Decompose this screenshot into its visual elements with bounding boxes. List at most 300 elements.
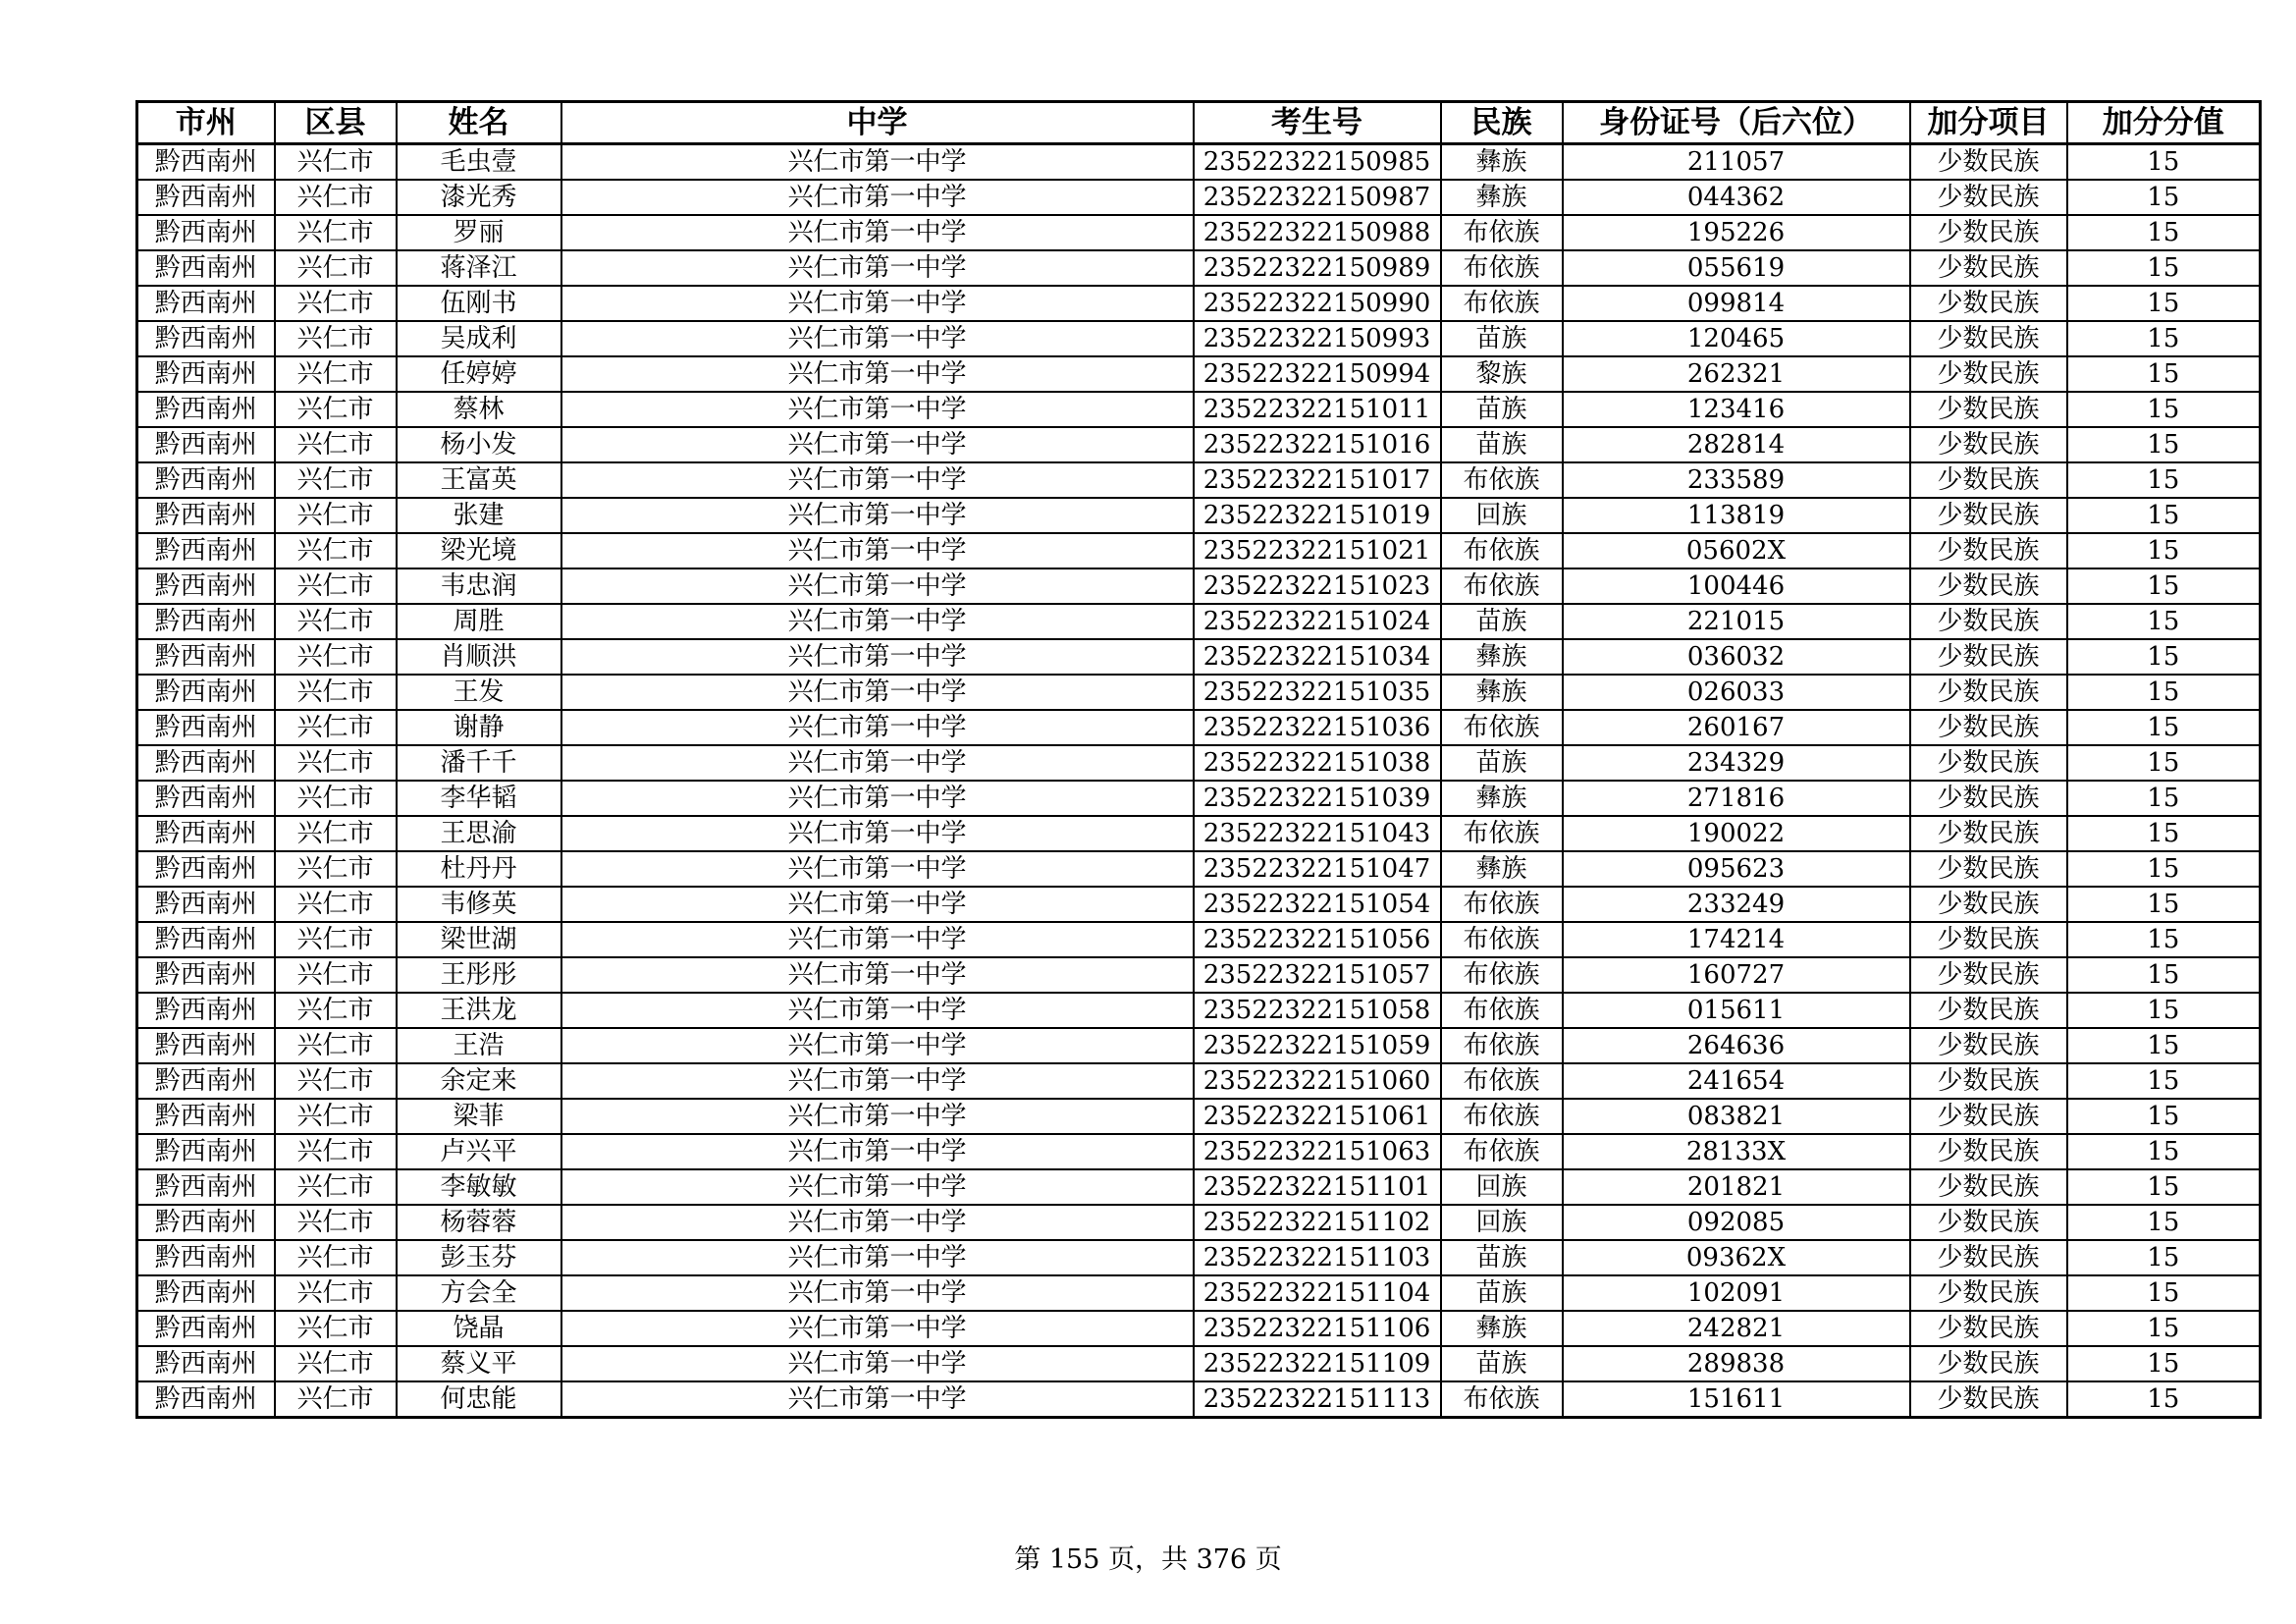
table-row (137, 887, 2261, 922)
name-cell: 罗丽 (397, 215, 561, 250)
name-cell: 任婷婷 (397, 356, 561, 392)
ethnicity-cell: 布依族 (1441, 1134, 1563, 1169)
county-cell: 兴仁市 (275, 356, 397, 392)
bonus-item-cell: 少数民族 (1910, 1311, 2067, 1346)
city-cell: 黔西南州 (137, 816, 275, 851)
city-cell: 黔西南州 (137, 710, 275, 745)
id-suffix-cell: 190022 (1563, 816, 1910, 851)
name-cell: 张建 (397, 498, 561, 533)
ethnicity-cell: 回族 (1441, 1205, 1563, 1240)
county-cell: 兴仁市 (275, 604, 397, 639)
id-suffix-cell: 083821 (1563, 1099, 1910, 1134)
name-cell: 方会全 (397, 1275, 561, 1311)
name-cell: 毛虫壹 (397, 144, 561, 181)
county-cell: 兴仁市 (275, 286, 397, 321)
table-row (137, 1028, 2261, 1063)
bonus-score-cell: 15 (2067, 250, 2261, 286)
id-suffix-cell: 092085 (1563, 1205, 1910, 1240)
bonus-score-cell: 15 (2067, 1275, 2261, 1311)
city-cell: 黔西南州 (137, 675, 275, 710)
county-cell: 兴仁市 (275, 887, 397, 922)
bonus-item-cell: 少数民族 (1910, 957, 2067, 993)
county-cell: 兴仁市 (275, 922, 397, 957)
city-cell: 黔西南州 (137, 568, 275, 604)
bonus-item-cell: 少数民族 (1910, 533, 2067, 568)
bonus-item-cell: 少数民族 (1910, 215, 2067, 250)
exam-number-cell: 23522322151034 (1194, 639, 1441, 675)
school-cell: 兴仁市第一中学 (561, 250, 1194, 286)
bonus-item-cell: 少数民族 (1910, 321, 2067, 356)
exam-number-cell: 23522322151058 (1194, 993, 1441, 1028)
bonus-score-cell: 15 (2067, 180, 2261, 215)
bonus-item-cell: 少数民族 (1910, 710, 2067, 745)
id-suffix-cell: 174214 (1563, 922, 1910, 957)
exam-number-cell: 23522322151043 (1194, 816, 1441, 851)
name-cell: 王彤彤 (397, 957, 561, 993)
table-row (137, 427, 2261, 462)
city-cell: 黔西南州 (137, 1311, 275, 1346)
bonus-item-cell: 少数民族 (1910, 1099, 2067, 1134)
name-cell: 王思渝 (397, 816, 561, 851)
ethnicity-cell: 彝族 (1441, 851, 1563, 887)
table-row (137, 462, 2261, 498)
county-cell: 兴仁市 (275, 639, 397, 675)
city-cell: 黔西南州 (137, 215, 275, 250)
ethnicity-cell: 布依族 (1441, 922, 1563, 957)
bonus-score-cell: 15 (2067, 1063, 2261, 1099)
ethnicity-cell: 布依族 (1441, 215, 1563, 250)
table-row (137, 1063, 2261, 1099)
ethnicity-cell: 布依族 (1441, 568, 1563, 604)
city-cell: 黔西南州 (137, 1099, 275, 1134)
name-cell: 潘千千 (397, 745, 561, 781)
bonus-item-cell: 少数民族 (1910, 356, 2067, 392)
id-suffix-cell: 123416 (1563, 392, 1910, 427)
table-row (137, 781, 2261, 816)
bonus-item-cell: 少数民族 (1910, 1205, 2067, 1240)
ethnicity-cell: 布依族 (1441, 710, 1563, 745)
exam-number-cell: 23522322150987 (1194, 180, 1441, 215)
city-cell: 黔西南州 (137, 993, 275, 1028)
school-cell: 兴仁市第一中学 (561, 356, 1194, 392)
ethnicity-cell: 彝族 (1441, 675, 1563, 710)
county-cell: 兴仁市 (275, 568, 397, 604)
county-cell: 兴仁市 (275, 498, 397, 533)
school-cell: 兴仁市第一中学 (561, 1205, 1194, 1240)
ethnicity-cell: 布依族 (1441, 1381, 1563, 1418)
name-cell: 韦修英 (397, 887, 561, 922)
exam-number-cell: 23522322151103 (1194, 1240, 1441, 1275)
bonus-item-cell: 少数民族 (1910, 1275, 2067, 1311)
name-cell: 杨蓉蓉 (397, 1205, 561, 1240)
county-cell: 兴仁市 (275, 816, 397, 851)
table-row (137, 993, 2261, 1028)
school-cell: 兴仁市第一中学 (561, 922, 1194, 957)
name-cell: 余定来 (397, 1063, 561, 1099)
ethnicity-cell: 布依族 (1441, 1063, 1563, 1099)
city-cell: 黔西南州 (137, 321, 275, 356)
county-cell: 兴仁市 (275, 957, 397, 993)
bonus-item-cell: 少数民族 (1910, 498, 2067, 533)
county-cell: 兴仁市 (275, 1169, 397, 1205)
id-suffix-cell: 160727 (1563, 957, 1910, 993)
city-cell: 黔西南州 (137, 462, 275, 498)
id-suffix-cell: 233589 (1563, 462, 1910, 498)
bonus-item-header: 加分项目 (1910, 102, 2067, 144)
bonus-item-cell: 少数民族 (1910, 462, 2067, 498)
county-cell: 兴仁市 (275, 851, 397, 887)
name-cell: 周胜 (397, 604, 561, 639)
ethnicity-cell: 彝族 (1441, 180, 1563, 215)
county-cell: 兴仁市 (275, 1028, 397, 1063)
bonus-score-cell: 15 (2067, 993, 2261, 1028)
table-row (137, 745, 2261, 781)
city-cell: 黔西南州 (137, 887, 275, 922)
name-cell: 杨小发 (397, 427, 561, 462)
city-cell: 黔西南州 (137, 1240, 275, 1275)
school-cell: 兴仁市第一中学 (561, 215, 1194, 250)
city-cell: 黔西南州 (137, 1134, 275, 1169)
ethnicity-header: 民族 (1441, 102, 1563, 144)
bonus-item-cell: 少数民族 (1910, 851, 2067, 887)
county-cell: 兴仁市 (275, 1346, 397, 1381)
county-header: 区县 (275, 102, 397, 144)
bonus-item-cell: 少数民族 (1910, 180, 2067, 215)
bonus-score-cell: 15 (2067, 781, 2261, 816)
school-cell: 兴仁市第一中学 (561, 745, 1194, 781)
table-row (137, 392, 2261, 427)
ethnicity-cell: 苗族 (1441, 1240, 1563, 1275)
exam-number-cell: 23522322151063 (1194, 1134, 1441, 1169)
ethnicity-cell: 彝族 (1441, 781, 1563, 816)
id-suffix-cell: 05602X (1563, 533, 1910, 568)
bonus-score-cell: 15 (2067, 675, 2261, 710)
id-suffix-cell: 241654 (1563, 1063, 1910, 1099)
admission-bonus-table (135, 100, 2262, 1419)
school-cell: 兴仁市第一中学 (561, 144, 1194, 181)
table-row (137, 675, 2261, 710)
bonus-item-cell: 少数民族 (1910, 1240, 2067, 1275)
bonus-item-cell: 少数民族 (1910, 1381, 2067, 1418)
id-suffix-cell: 264636 (1563, 1028, 1910, 1063)
bonus-score-cell: 15 (2067, 286, 2261, 321)
exam-number-cell: 23522322151017 (1194, 462, 1441, 498)
exam-number-cell: 23522322151054 (1194, 887, 1441, 922)
table-row (137, 568, 2261, 604)
id-suffix-cell: 233249 (1563, 887, 1910, 922)
school-cell: 兴仁市第一中学 (561, 498, 1194, 533)
table-row (137, 321, 2261, 356)
exam-number-cell: 23522322151011 (1194, 392, 1441, 427)
bonus-score-cell: 15 (2067, 1311, 2261, 1346)
name-cell: 杜丹丹 (397, 851, 561, 887)
county-cell: 兴仁市 (275, 321, 397, 356)
exam-number-cell: 23522322151023 (1194, 568, 1441, 604)
id-suffix-cell: 09362X (1563, 1240, 1910, 1275)
city-cell: 黔西南州 (137, 1028, 275, 1063)
exam-number-cell: 23522322151113 (1194, 1381, 1441, 1418)
county-cell: 兴仁市 (275, 745, 397, 781)
id-suffix-cell: 262321 (1563, 356, 1910, 392)
name-cell: 韦忠润 (397, 568, 561, 604)
id-suffix-cell: 271816 (1563, 781, 1910, 816)
bonus-score-cell: 15 (2067, 1205, 2261, 1240)
exam-number-cell: 23522322151059 (1194, 1028, 1441, 1063)
id-suffix-cell: 151611 (1563, 1381, 1910, 1418)
exam-number-cell: 23522322151057 (1194, 957, 1441, 993)
city-cell: 黔西南州 (137, 180, 275, 215)
table-row (137, 356, 2261, 392)
table-row (137, 1134, 2261, 1169)
bonus-score-cell: 15 (2067, 1346, 2261, 1381)
city-cell: 黔西南州 (137, 745, 275, 781)
table-row (137, 286, 2261, 321)
county-cell: 兴仁市 (275, 675, 397, 710)
school-cell: 兴仁市第一中学 (561, 781, 1194, 816)
bonus-score-cell: 15 (2067, 1169, 2261, 1205)
name-cell: 吴成利 (397, 321, 561, 356)
id-suffix-cell: 044362 (1563, 180, 1910, 215)
id-suffix-cell: 036032 (1563, 639, 1910, 675)
bonus-item-cell: 少数民族 (1910, 781, 2067, 816)
exam-number-cell: 23522322151024 (1194, 604, 1441, 639)
name-cell: 谢静 (397, 710, 561, 745)
table-body (137, 144, 2261, 1418)
bonus-score-cell: 15 (2067, 568, 2261, 604)
exam-number-cell: 23522322151047 (1194, 851, 1441, 887)
exam-number-cell: 23522322150994 (1194, 356, 1441, 392)
name-cell: 蒋泽江 (397, 250, 561, 286)
school-cell: 兴仁市第一中学 (561, 710, 1194, 745)
name-cell: 梁光境 (397, 533, 561, 568)
exam-number-cell: 23522322151106 (1194, 1311, 1441, 1346)
bonus-score-cell: 15 (2067, 144, 2261, 181)
bonus-item-cell: 少数民族 (1910, 568, 2067, 604)
city-cell: 黔西南州 (137, 286, 275, 321)
table-row (137, 957, 2261, 993)
id-suffix-cell: 289838 (1563, 1346, 1910, 1381)
city-cell: 黔西南州 (137, 427, 275, 462)
ethnicity-cell: 布依族 (1441, 462, 1563, 498)
county-cell: 兴仁市 (275, 781, 397, 816)
ethnicity-cell: 彝族 (1441, 639, 1563, 675)
bonus-score-cell: 15 (2067, 745, 2261, 781)
county-cell: 兴仁市 (275, 1205, 397, 1240)
id-suffix-cell: 282814 (1563, 427, 1910, 462)
bonus-item-cell: 少数民族 (1910, 887, 2067, 922)
name-cell: 王浩 (397, 1028, 561, 1063)
name-header: 姓名 (397, 102, 561, 144)
bonus-score-cell: 15 (2067, 1099, 2261, 1134)
school-cell: 兴仁市第一中学 (561, 1240, 1194, 1275)
id-suffix-cell: 102091 (1563, 1275, 1910, 1311)
city-cell: 黔西南州 (137, 1063, 275, 1099)
table-row (137, 1381, 2261, 1418)
ethnicity-cell: 布依族 (1441, 286, 1563, 321)
bonus-score-cell: 15 (2067, 356, 2261, 392)
ethnicity-cell: 回族 (1441, 498, 1563, 533)
exam-number-cell: 23522322151061 (1194, 1099, 1441, 1134)
city-cell: 黔西南州 (137, 144, 275, 181)
school-cell: 兴仁市第一中学 (561, 1275, 1194, 1311)
bonus-score-cell: 15 (2067, 710, 2261, 745)
city-header: 市州 (137, 102, 275, 144)
bonus-score-cell: 15 (2067, 639, 2261, 675)
ethnicity-cell: 彝族 (1441, 144, 1563, 181)
city-cell: 黔西南州 (137, 851, 275, 887)
city-cell: 黔西南州 (137, 498, 275, 533)
table-row (137, 1205, 2261, 1240)
id-suffix-cell: 195226 (1563, 215, 1910, 250)
school-cell: 兴仁市第一中学 (561, 957, 1194, 993)
school-cell: 兴仁市第一中学 (561, 639, 1194, 675)
school-cell: 兴仁市第一中学 (561, 1346, 1194, 1381)
bonus-score-cell: 15 (2067, 887, 2261, 922)
id-suffix-cell: 242821 (1563, 1311, 1910, 1346)
ethnicity-cell: 苗族 (1441, 321, 1563, 356)
exam-number-cell: 23522322151039 (1194, 781, 1441, 816)
bonus-score-cell: 15 (2067, 851, 2261, 887)
table-row (137, 215, 2261, 250)
county-cell: 兴仁市 (275, 993, 397, 1028)
bonus-score-cell: 15 (2067, 427, 2261, 462)
ethnicity-cell: 布依族 (1441, 1099, 1563, 1134)
bonus-item-cell: 少数民族 (1910, 1063, 2067, 1099)
bonus-item-cell: 少数民族 (1910, 639, 2067, 675)
city-cell: 黔西南州 (137, 356, 275, 392)
table-header-row (137, 102, 2261, 144)
exam-number-cell: 23522322151102 (1194, 1205, 1441, 1240)
bonus-score-cell: 15 (2067, 321, 2261, 356)
city-cell: 黔西南州 (137, 604, 275, 639)
school-cell: 兴仁市第一中学 (561, 816, 1194, 851)
bonus-score-cell: 15 (2067, 392, 2261, 427)
bonus-item-cell: 少数民族 (1910, 922, 2067, 957)
city-cell: 黔西南州 (137, 639, 275, 675)
county-cell: 兴仁市 (275, 215, 397, 250)
city-cell: 黔西南州 (137, 781, 275, 816)
id-suffix-cell: 113819 (1563, 498, 1910, 533)
ethnicity-cell: 回族 (1441, 1169, 1563, 1205)
bonus-item-cell: 少数民族 (1910, 1028, 2067, 1063)
ethnicity-cell: 苗族 (1441, 392, 1563, 427)
city-cell: 黔西南州 (137, 392, 275, 427)
name-cell: 王富英 (397, 462, 561, 498)
county-cell: 兴仁市 (275, 1381, 397, 1418)
bonus-item-cell: 少数民族 (1910, 604, 2067, 639)
table-row (137, 1311, 2261, 1346)
school-cell: 兴仁市第一中学 (561, 887, 1194, 922)
exam-number-cell: 23522322150990 (1194, 286, 1441, 321)
table-row (137, 604, 2261, 639)
name-cell: 彭玉芬 (397, 1240, 561, 1275)
school-cell: 兴仁市第一中学 (561, 993, 1194, 1028)
bonus-score-cell: 15 (2067, 957, 2261, 993)
table-row (137, 533, 2261, 568)
school-cell: 兴仁市第一中学 (561, 1099, 1194, 1134)
table-row (137, 144, 2261, 181)
ethnicity-cell: 布依族 (1441, 957, 1563, 993)
name-cell: 肖顺洪 (397, 639, 561, 675)
bonus-item-cell: 少数民族 (1910, 1346, 2067, 1381)
name-cell: 蔡义平 (397, 1346, 561, 1381)
table-row (137, 851, 2261, 887)
id-suffix-cell: 221015 (1563, 604, 1910, 639)
exam-number-cell: 23522322151109 (1194, 1346, 1441, 1381)
id-suffix-cell: 120465 (1563, 321, 1910, 356)
ethnicity-cell: 苗族 (1441, 745, 1563, 781)
exam-number-cell: 23522322151104 (1194, 1275, 1441, 1311)
bonus-item-cell: 少数民族 (1910, 1134, 2067, 1169)
school-cell: 兴仁市第一中学 (561, 1381, 1194, 1418)
table-row (137, 180, 2261, 215)
table-row (137, 816, 2261, 851)
name-cell: 王发 (397, 675, 561, 710)
exam-number-cell: 23522322151016 (1194, 427, 1441, 462)
id-suffix-cell: 100446 (1563, 568, 1910, 604)
school-cell: 兴仁市第一中学 (561, 321, 1194, 356)
name-cell: 伍刚书 (397, 286, 561, 321)
id-suffix-cell: 234329 (1563, 745, 1910, 781)
exam-number-cell: 23522322151036 (1194, 710, 1441, 745)
county-cell: 兴仁市 (275, 1099, 397, 1134)
school-cell: 兴仁市第一中学 (561, 604, 1194, 639)
county-cell: 兴仁市 (275, 1134, 397, 1169)
school-cell: 兴仁市第一中学 (561, 427, 1194, 462)
name-cell: 王洪龙 (397, 993, 561, 1028)
ethnicity-cell: 苗族 (1441, 604, 1563, 639)
name-cell: 卢兴平 (397, 1134, 561, 1169)
county-cell: 兴仁市 (275, 1240, 397, 1275)
table-row (137, 922, 2261, 957)
bonus-score-cell: 15 (2067, 1134, 2261, 1169)
county-cell: 兴仁市 (275, 144, 397, 181)
exam-number-cell: 23522322151101 (1194, 1169, 1441, 1205)
bonus-item-cell: 少数民族 (1910, 745, 2067, 781)
exam-number-cell: 23522322151056 (1194, 922, 1441, 957)
bonus-score-cell: 15 (2067, 215, 2261, 250)
bonus-item-cell: 少数民族 (1910, 816, 2067, 851)
bonus-item-cell: 少数民族 (1910, 1169, 2067, 1205)
ethnicity-cell: 苗族 (1441, 427, 1563, 462)
id-suffix-cell: 28133X (1563, 1134, 1910, 1169)
bonus-item-cell: 少数民族 (1910, 250, 2067, 286)
table-row (137, 1169, 2261, 1205)
ethnicity-cell: 黎族 (1441, 356, 1563, 392)
school-cell: 兴仁市第一中学 (561, 1063, 1194, 1099)
ethnicity-cell: 布依族 (1441, 816, 1563, 851)
name-cell: 李敏敏 (397, 1169, 561, 1205)
ethnicity-cell: 布依族 (1441, 993, 1563, 1028)
school-cell: 兴仁市第一中学 (561, 533, 1194, 568)
table-row (137, 1099, 2261, 1134)
exam-number-cell: 23522322151035 (1194, 675, 1441, 710)
school-cell: 兴仁市第一中学 (561, 1028, 1194, 1063)
bonus-item-cell: 少数民族 (1910, 392, 2067, 427)
school-cell: 兴仁市第一中学 (561, 851, 1194, 887)
school-cell: 兴仁市第一中学 (561, 568, 1194, 604)
county-cell: 兴仁市 (275, 427, 397, 462)
school-cell: 兴仁市第一中学 (561, 462, 1194, 498)
ethnicity-cell: 彝族 (1441, 1311, 1563, 1346)
table-row (137, 639, 2261, 675)
school-cell: 兴仁市第一中学 (561, 1134, 1194, 1169)
bonus-score-cell: 15 (2067, 462, 2261, 498)
school-header: 中学 (561, 102, 1194, 144)
name-cell: 漆光秀 (397, 180, 561, 215)
city-cell: 黔西南州 (137, 957, 275, 993)
city-cell: 黔西南州 (137, 1275, 275, 1311)
